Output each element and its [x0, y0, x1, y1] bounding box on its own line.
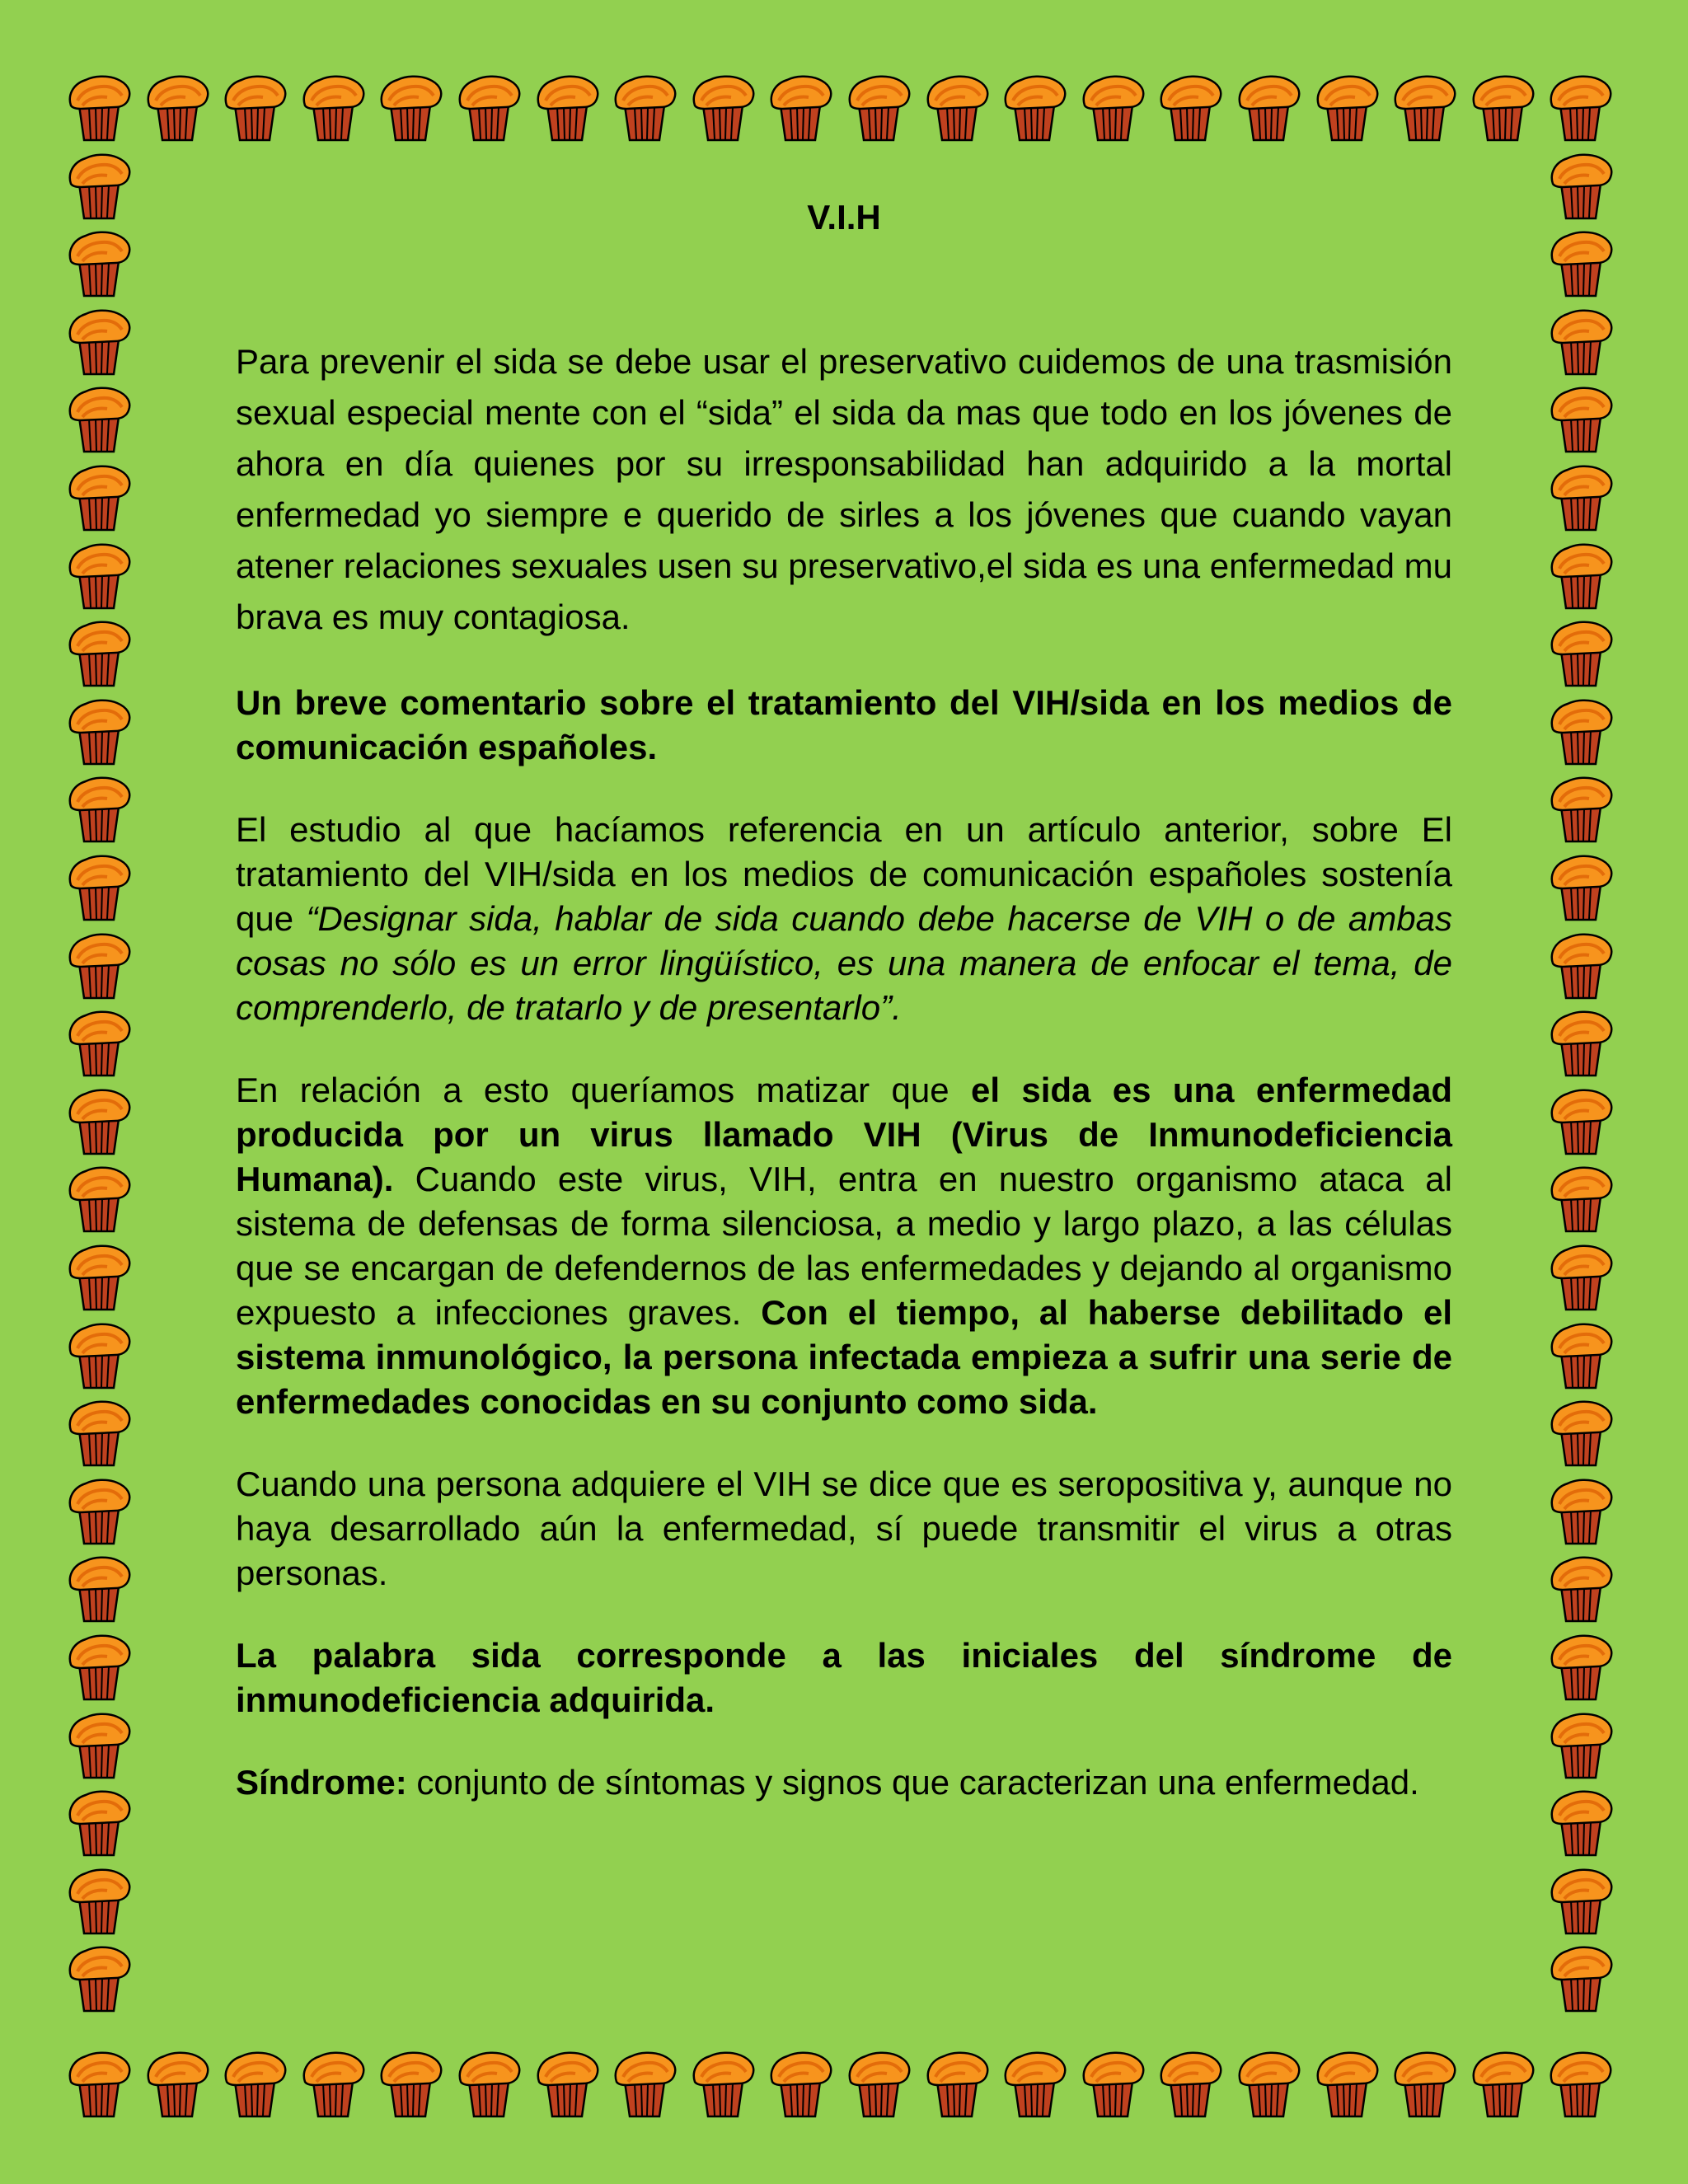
cupcake-icon [66, 1242, 132, 1311]
cupcake-icon [1548, 618, 1614, 687]
cupcake-icon [1314, 2049, 1380, 2118]
paragraph-virus-body: Cuando este virus, VIH, entra en nuestro organismo ataca al sistema de defensas de forma silenciosa, a medio y largo plazo, a las células que se encargan de defendernos de las enfermedades y dejando al organismo expuesto a infecciones graves. [236, 1160, 1452, 1332]
cupcake-icon [846, 2049, 912, 2118]
cupcake-icon [1548, 1086, 1614, 1155]
cupcake-icon [66, 1866, 132, 1935]
cupcake-icon [66, 73, 132, 142]
cupcake-icon [1548, 1398, 1614, 1467]
cupcake-icon [1548, 774, 1614, 843]
cupcake-icon [1001, 73, 1067, 142]
cupcake-icon [66, 930, 132, 1000]
cupcake-icon [1548, 1710, 1614, 1779]
cupcake-icon [690, 73, 756, 142]
cupcake-icon [144, 2049, 210, 2118]
cupcake-icon [846, 73, 912, 142]
cupcake-icon [1470, 73, 1536, 142]
cupcake-icon [690, 2049, 756, 2118]
cupcake-icon [66, 1632, 132, 1701]
cupcake-icon [377, 2049, 443, 2118]
cupcake-icon [66, 2049, 132, 2118]
cupcake-icon [1314, 73, 1380, 142]
cupcake-icon [1548, 1632, 1614, 1701]
cupcake-icon [66, 1164, 132, 1233]
cupcake-icon [66, 774, 132, 843]
cupcake-icon [66, 1476, 132, 1545]
cupcake-icon [1548, 1164, 1614, 1233]
syndrome-term: Síndrome: [236, 1763, 407, 1802]
document-body [236, 194, 1452, 1843]
cupcake-icon [1548, 1788, 1614, 1857]
cupcake-icon [222, 2049, 288, 2118]
cupcake-icon [377, 73, 443, 142]
cupcake-icon [66, 151, 132, 220]
cupcake-icon [1391, 73, 1457, 142]
cupcake-icon [66, 307, 132, 376]
cupcake-icon [66, 1554, 132, 1623]
cupcake-icon [66, 618, 132, 687]
cupcake-icon [1547, 73, 1613, 142]
cupcake-icon [1548, 1320, 1614, 1390]
cupcake-icon [924, 2049, 990, 2118]
cupcake-icon [66, 1008, 132, 1077]
cupcake-icon [1157, 2049, 1223, 2118]
cupcake-icon [1548, 852, 1614, 921]
cupcake-icon [1080, 2049, 1146, 2118]
cupcake-icon [66, 1398, 132, 1467]
cupcake-icon [1548, 151, 1614, 220]
paragraph-virus-definition: el sida es una enfermedad producida por un virus llamado VIH (Virus de Inmunodeficiencia Humana). [236, 1071, 1452, 1198]
cupcake-icon [1470, 2049, 1536, 2118]
cupcake-icon [1548, 1008, 1614, 1077]
cupcake-icon [767, 73, 833, 142]
cupcake-icon [66, 462, 132, 532]
cupcake-icon [1548, 384, 1614, 453]
paragraph-virus [236, 1068, 1452, 1424]
cupcake-icon [1080, 73, 1146, 142]
cupcake-icon [66, 852, 132, 921]
section-heading: Un breve comentario sobre el tratamiento del VIH/sida en los medios de comunicación españoles. [236, 683, 1452, 766]
paragraph-study [236, 808, 1452, 1030]
cupcake-icon [1157, 73, 1223, 142]
paragraph-syndrome [236, 1760, 1452, 1805]
cupcake-icon [767, 2049, 833, 2118]
cupcake-icon [300, 73, 366, 142]
cupcake-icon [456, 73, 522, 142]
cupcake-icon [1548, 228, 1614, 298]
cupcake-icon [66, 1086, 132, 1155]
cupcake-icon [534, 73, 600, 142]
paragraph-study-quote: “Designar sida, hablar de sida cuando debe hacerse de VIH o de ambas cosas no sólo es un error lingüístico, es una manera de enfocar el tema, de comprenderlo, de tratarlo y de presentarlo”. [236, 899, 1452, 1027]
paragraph-intro: Para prevenir el sida se debe usar el preservativo cuidemos de una trasmisión sexual especial mente con el “sida” el sida da mas que todo en los jóvenes de ahora en día quienes por su irresponsabilidad han adquirido a la mortal enfermedad yo siempre e querido de sirles a los jóvenes que cuando vayan atener relaciones sexuales usen su preservativo,el sida es una enfermedad mu brava es muy contagiosa. [236, 342, 1452, 636]
cupcake-icon [66, 228, 132, 298]
cupcake-icon [924, 73, 990, 142]
cupcake-icon [1548, 930, 1614, 1000]
cupcake-icon [1236, 2049, 1301, 2118]
cupcake-icon [1548, 696, 1614, 766]
paragraph-virus-conclusion: Con el tiempo, al haberse debilitado el sistema inmunológico, la persona infectada empieza a sufrir una serie de enfermedades conocidas en su conjunto como sida. [236, 1293, 1452, 1421]
cupcake-icon [1391, 2049, 1457, 2118]
cupcake-icon [66, 541, 132, 610]
cupcake-icon [66, 1710, 132, 1779]
cupcake-icon [1548, 1476, 1614, 1545]
cupcake-icon [66, 1943, 132, 2013]
cupcake-icon [612, 2049, 678, 2118]
cupcake-icon [1548, 1242, 1614, 1311]
cupcake-icon [66, 1788, 132, 1857]
cupcake-icon [1548, 462, 1614, 532]
cupcake-icon [534, 2049, 600, 2118]
cupcake-icon [1001, 2049, 1067, 2118]
cupcake-icon [222, 73, 288, 142]
cupcake-icon [66, 696, 132, 766]
cupcake-icon [1548, 1943, 1614, 2013]
paragraph-seropositive: Cuando una persona adquiere el VIH se dice que es seropositiva y, aunque no haya desarrollado aún la enfermedad, sí puede transmitir el virus a otras personas. [236, 1465, 1452, 1592]
cupcake-icon [1236, 73, 1301, 142]
syndrome-definition: conjunto de síntomas y signos que caracterizan una enfermedad. [406, 1763, 1419, 1802]
cupcake-icon [1548, 541, 1614, 610]
cupcake-icon [66, 1320, 132, 1390]
cupcake-icon [66, 384, 132, 453]
document-title: V.I.H [807, 198, 881, 237]
cupcake-icon [1548, 1866, 1614, 1935]
paragraph-study-text: El estudio al que hacíamos referencia en un artículo anterior, sobre El tratamiento del VIH/sida en los medios de comunicación españoles sostenía que [236, 810, 1452, 938]
cupcake-icon [144, 73, 210, 142]
cupcake-icon [1547, 2049, 1613, 2118]
cupcake-icon [300, 2049, 366, 2118]
cupcake-icon [612, 73, 678, 142]
cupcake-icon [456, 2049, 522, 2118]
cupcake-icon [1548, 1554, 1614, 1623]
paragraph-virus-lead: En relación a esto queríamos matizar que [236, 1071, 971, 1109]
cupcake-icon [1548, 307, 1614, 376]
paragraph-acronym: La palabra sida corresponde a las iniciales del síndrome de inmunodeficiencia adquirida. [236, 1636, 1452, 1719]
